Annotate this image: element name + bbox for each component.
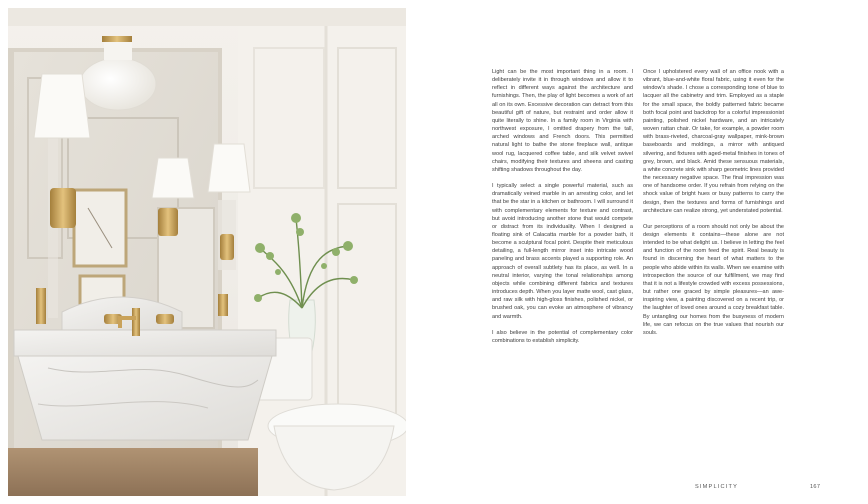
paragraph: Light can be the most important thing in a room. I deliberately invite it in through windows and allow it to reflect in different ways against the architecture and furnishings. Then, the play of light becomes a work of art all on its own. Excessive decoration can detract from this beautiful gift of nature, but restraint and order allow it quite literally to shine. In a family room in Virginia with northwest exposure, I omitted drapery from the tall, arched windows and French doors. This permitted natural light to bathe the stone fireplace wall, antique wool rug, lacquered coffee table, and silk velvet swivel chairs, modifying their textures and sheens and casting shifting shadows throughout the day. [492, 69, 633, 173]
paragraph: Once I upholstered every wall of an office nook with a vibrant, blue-and-white floral fabric, using it even for the window's shade. I chose a corresponding tone of blue to lacquer all the cabinetry and trim. Employed as a staple for the small space, the boldly patterned fabric became both focal point and backdrop for a colorful impressionist painting, polished nickel hardware, and an intricately woven rattan chair. Or take, for example, a powder room with brass-riveted, charcoal-gray wallpaper, mink-brown baseboards and moldings, a mirror with antiqued silvering, and fixtures with aged-metal finishes in tones of grey, brown, and black. Amid these sensuous materials, a white concrete sink with sharp geometric lines provided the necessary negative space. The final impression was one of handsome order. If you refrain from relying on the shock value of bright hues or busy patterns to carry the design, then the textures and forms of furnishings and architecture can realize strong, yet understated potential. [643, 69, 784, 214]
bathroom-photo-icon [8, 8, 406, 496]
text-column-right [643, 68, 784, 345]
paragraph: I typically select a single powerful material, such as dramatically veined marble in an arresting color, and let that be the star in a kitchen or bathroom. I will surround it with complementary elements for texture and contrast, but avoid introducing another stone that would compete or distract from its individuality. When I designed a floating sink of Calacatta marble for a powder bath, it become a sculptural focal point. Despite their meticulous detailing, a full-length mirror inset into intricate wood paneling and brass accents played a supporting role. An approach of overall subtlety has its place, as well. In a neutral interior, varying the tonal relationships among objects while combining different fabrics and textures introduces depth. When you layer matte wool, cast glass, and raw silk with high-gloss finishes, polished nickel, or brushed oak, you can evoke an atmosphere of vibrancy and warmth. [492, 183, 633, 320]
text-column-left [492, 68, 633, 353]
text-page [406, 0, 868, 504]
running-footer-section: SIMPLICITY [695, 484, 739, 490]
paragraph: Our perceptions of a room should not only be about the design elements it contains—these alone are not intended to be what delight us. I believe in letting the feel and function of the room feed the spirit. Real beauty is found in discerning the heart of what matters to the people who abide within its walls. When we examine with introspection the source of our fulfillment, we may find that it is not a lifestyle crowded with excess possessions, but rather one graced by simple pleasures—an awe-inspiring view, a painting discovered on a recent trip, or the laughter of loved ones around a cozy breakfast table. By untangling our homes from the busyness of modern life, we can refocus on the true values that nourish our souls. [643, 223, 784, 336]
paragraph: I also believe in the potential of complementary color combinations to establish simplicity. [492, 329, 633, 344]
page-number: 167 [810, 484, 821, 490]
bathroom-photo [8, 8, 406, 496]
